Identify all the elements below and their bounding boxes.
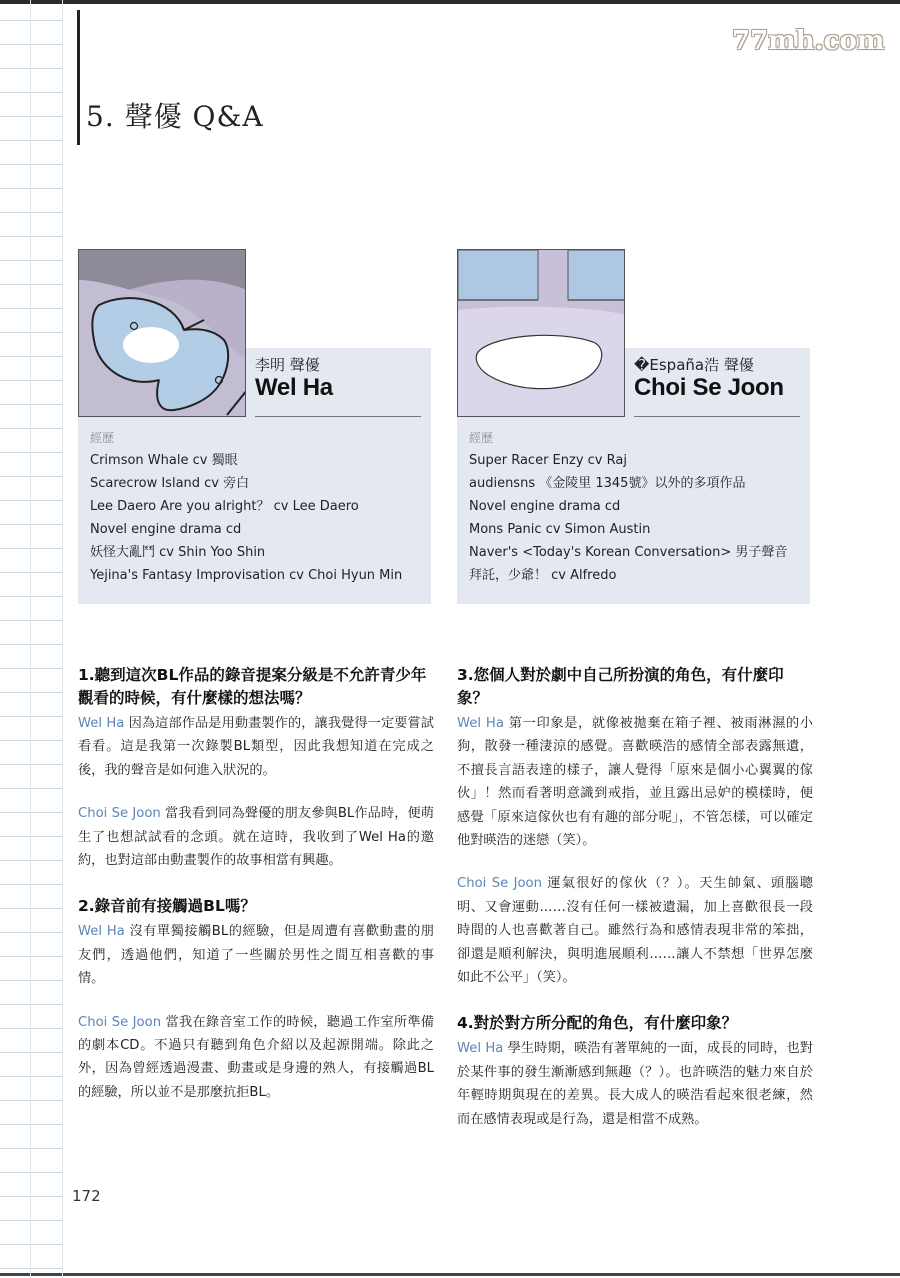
history-item: Naver's <Today's Korean Conversation> 男子聲音 [469, 545, 788, 560]
grid-line [0, 788, 62, 789]
grid-line [0, 1148, 62, 1149]
grid-line [0, 404, 62, 405]
grid-line [0, 716, 62, 717]
history-item: Super Racer Enzy cv Raj [469, 453, 627, 468]
grid-line [0, 932, 62, 933]
grid-line [0, 44, 62, 45]
history-item: Mons Panic cv Simon Austin [469, 522, 651, 537]
history-list [90, 449, 425, 587]
history-item: 拜託，少爺！ cv Alfredo [469, 568, 617, 583]
grid-line [0, 68, 62, 69]
answer-text: 運氣很好的傢伙（？）。天生帥氣、頭腦聰明、又會運動……沒有任何一樣被遺漏，加上喜歡很長一段時間的人也喜歡著自己。雖然行為和感情表現非常的笨拙，卻還是順利解決，與明進展順利……讓人不禁想「世界怎麼如此不公平」（笑）。 [457, 876, 813, 986]
grid-line [0, 212, 62, 213]
name-underline [255, 416, 421, 417]
chapter-accent-bar [77, 10, 80, 145]
answer-text: 沒有單獨接觸BL的經驗，但是周遭有喜歡動畫的朋友們，透過他們，知道了一些關於男性之間互相喜歡的事情。 [78, 924, 434, 987]
grid-line [0, 548, 62, 549]
speaker-name: Wel Ha [78, 716, 125, 731]
answer-text: 當我在錄音室工作的時候，聽過工作室所準備的劇本CD。不過只有聽到角色介紹以及起源開端。除此之外，因為曾經透過漫畫、動畫或是身邊的熟人，有接觸過BL的經驗，所以並不是那麼抗拒BL。 [78, 1014, 434, 1100]
answer [78, 712, 434, 782]
grid-line [0, 308, 62, 309]
answer-text: 當我看到同為聲優的朋友參與BL作品時，便萌生了也想試試看的念頭。就在這時，我收到了Wel Ha的邀約，也對這部由動畫製作的故事相當有興趣。 [78, 806, 434, 869]
portrait-choi-se-joon [457, 249, 625, 417]
grid-line [0, 1172, 62, 1173]
grid-line [0, 1124, 62, 1125]
grid-line [0, 260, 62, 261]
chapter-title: 5. 聲優 Q&A [86, 100, 264, 133]
grid-line [0, 644, 62, 645]
answer [457, 872, 813, 989]
grid-line [0, 1244, 62, 1245]
answer [457, 712, 813, 852]
grid-line [0, 164, 62, 165]
answer [78, 802, 434, 872]
name-underline [634, 416, 800, 417]
notebook-grid [0, 0, 62, 1278]
question-1: 1.聽到這次BL作品的錄音提案分級是不允許青少年觀看的時候，有什麼樣的想法嗎？ [78, 666, 427, 707]
role-label: 李明 聲優 [255, 356, 320, 374]
answer [78, 1011, 434, 1105]
answer [78, 920, 434, 990]
grid-line [0, 284, 62, 285]
grid-line [0, 1004, 62, 1005]
grid-line [0, 1052, 62, 1053]
grid-line [0, 524, 62, 525]
portrait-wel-ha [78, 249, 246, 417]
grid-line [0, 500, 62, 501]
speaker-name: Choi Se Joon [78, 806, 161, 822]
answer-text: 因為這部作品是用動畫製作的，讓我覺得一定要嘗試看看。這是我第一次錄製BL類型，因此我想知道在完成之後，我的聲音是如何進入狀況的。 [78, 716, 434, 778]
grid-line [0, 980, 62, 981]
grid-line [0, 20, 62, 21]
grid-line [0, 380, 62, 381]
grid-line [0, 1220, 62, 1221]
grid-line [0, 620, 62, 621]
grid-line [0, 836, 62, 837]
watermark: 77mh.com [732, 26, 885, 56]
top-border [0, 0, 900, 4]
history-label: 經歷 [469, 431, 494, 445]
grid-line [0, 1076, 62, 1077]
history-item: Crimson Whale cv 獨眼 [90, 453, 238, 468]
grid-line [0, 740, 62, 741]
grid-line [0, 956, 62, 957]
history-item: Novel engine drama cd [90, 522, 242, 537]
question-4: 4.對於對方所分配的角色，有什麼印象？ [457, 1014, 738, 1033]
qa-column-left [78, 664, 434, 1104]
answer [457, 1037, 813, 1131]
question-2: 2.錄音前有接觸過BL嗎？ [78, 897, 256, 916]
grid-line [0, 236, 62, 237]
grid-line [0, 1100, 62, 1101]
grid-line [0, 812, 62, 813]
history-item: 妖怪大亂鬥 cv Shin Yoo Shin [90, 545, 266, 560]
role-label: �España浩 聲優 [634, 356, 754, 374]
grid-line [0, 1268, 62, 1269]
speaker-name: Choi Se Joon [78, 1014, 162, 1030]
grid-line [0, 428, 62, 429]
page-number: 172 [72, 1187, 101, 1205]
actor-name: Wel Ha [255, 374, 333, 401]
grid-line [0, 356, 62, 357]
speaker-name: Wel Ha [78, 924, 125, 940]
grid-line [0, 860, 62, 861]
grid-line [0, 572, 62, 573]
grid-vertical-line [30, 0, 31, 1278]
grid-line [0, 692, 62, 693]
history-item: Lee Daero Are you alright？ cv Lee Daero [90, 499, 359, 514]
answer-text: 學生時期，暎浩有著單純的一面，成長的同時，也對於某件事的發生漸漸感到無趣（？）。也許暎浩的魅力來自於年輕時期與現在的差異。長大成人的暎浩看起來很老練，然而在感情表現或是行為，還是相當不成熟。 [457, 1041, 813, 1127]
bottom-border [0, 1273, 900, 1276]
question-3: 3.您個人對於劇中自己所扮演的角色，有什麼印象？ [457, 666, 784, 707]
qa-column-right [457, 664, 813, 1131]
answer-text: 第一印象是，就像被拋棄在箱子裡、被雨淋濕的小狗，散發一種淒涼的感覺。喜歡暎浩的感情全部表露無遺，不擅長言語表達的樣子，讓人覺得「原來是個小心翼翼的傢伙」！然而看著明意識到戒指，並且露出忌妒的模樣時，便感覺「原來這傢伙也有有趣的部分呢」，不管怎樣，可以確定他對暎浩的迷戀（笑）。 [457, 716, 813, 849]
grid-line [0, 668, 62, 669]
speaker-name: Wel Ha [457, 1041, 504, 1057]
history-item: Novel engine drama cd [469, 499, 621, 514]
history-item: Scarecrow Island cv 旁白 [90, 476, 250, 491]
grid-line [0, 908, 62, 909]
history-list [469, 449, 804, 587]
grid-vertical-line [62, 0, 63, 1278]
grid-line [0, 884, 62, 885]
grid-line [0, 140, 62, 141]
grid-line [0, 92, 62, 93]
history-item: Yejina's Fantasy Improvisation cv Choi Hyun Min [90, 568, 403, 583]
actor-name: Choi Se Joon [634, 374, 784, 401]
grid-line [0, 452, 62, 453]
grid-line [0, 764, 62, 765]
speaker-name: Choi Se Joon [457, 876, 542, 892]
grid-line [0, 1028, 62, 1029]
grid-line [0, 596, 62, 597]
history-item: audiensns 《金陵里 1345號》以外的多項作品 [469, 476, 746, 491]
grid-line [0, 1196, 62, 1197]
speaker-name: Wel Ha [457, 716, 504, 731]
history-label: 經歷 [90, 431, 115, 445]
grid-line [0, 116, 62, 117]
grid-line [0, 332, 62, 333]
grid-line [0, 476, 62, 477]
grid-line [0, 188, 62, 189]
